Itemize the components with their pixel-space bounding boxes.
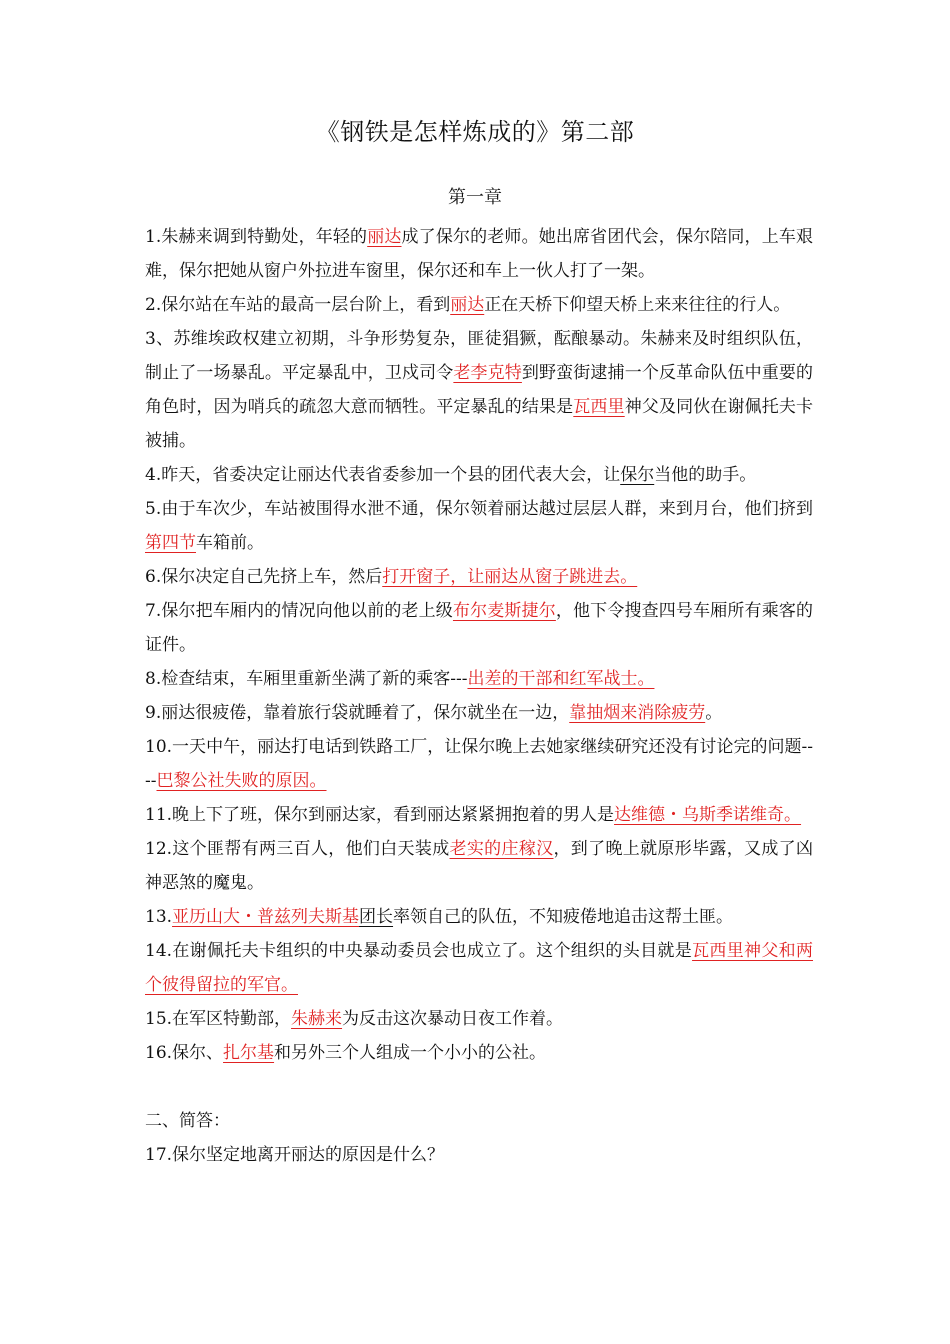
question-item bbox=[145, 832, 813, 900]
question-item bbox=[145, 798, 813, 832]
question-item bbox=[145, 696, 813, 730]
question-item bbox=[145, 288, 813, 322]
question-item bbox=[145, 662, 813, 696]
answer-text: 扎尔基 bbox=[223, 1043, 275, 1063]
question-text: ，到了晚上就原形毕露，又成了凶神恶煞的魔鬼。 bbox=[145, 839, 814, 893]
question-text: 9.丽达很疲倦，靠着旅行袋就睡着了，保尔就坐在一边， bbox=[145, 703, 570, 723]
answer-text: 丽达 bbox=[450, 295, 485, 315]
question-item bbox=[145, 1002, 813, 1036]
question-text: 6.保尔决定自己先挤上车，然后 bbox=[145, 567, 383, 587]
answer-text: 第四节 bbox=[145, 533, 196, 553]
section-heading: 二、简答： bbox=[145, 1111, 230, 1131]
question-text: 车箱前。 bbox=[196, 533, 264, 553]
answer-text: 老实的庄稼汉 bbox=[449, 839, 554, 859]
question-text: 13. bbox=[145, 907, 173, 927]
question-text: 到野蛮街逮捕一个反革命队伍中重要的角色时，因为哨兵的疏忽大意而牺牲。平定暴乱的结果是 bbox=[145, 363, 814, 417]
question-text: 10.一天中午，丽达打电话到铁路工厂，让保尔晚上去她家继续研究还没有讨论完的问题---- bbox=[145, 737, 813, 791]
question-text: 神父及同伙在谢佩托夫卡被捕。 bbox=[145, 397, 814, 451]
chapter-heading: 第一章 bbox=[448, 187, 502, 208]
question-text: 1.朱赫来调到特勤处，年轻的 bbox=[145, 227, 368, 247]
question-text: 8.检查结束，车厢里重新坐满了新的乘客--- bbox=[145, 669, 468, 689]
question-item bbox=[145, 458, 813, 492]
question-text: 7.保尔把车厢内的情况向他以前的老上级 bbox=[145, 601, 453, 621]
questions-list bbox=[145, 220, 813, 1172]
question-text: ，他下令搜查四号车厢所有乘客的证件。 bbox=[145, 601, 813, 655]
answer-text: 布尔麦斯捷尔 bbox=[452, 601, 556, 621]
question-text: 率领自己的队伍，不知疲倦地追击这帮土匪。 bbox=[393, 907, 734, 927]
question-item bbox=[145, 730, 813, 798]
question-text: 2.保尔站在车站的最高一层台阶上，看到 bbox=[145, 295, 451, 315]
question-item bbox=[145, 560, 813, 594]
underlined-text: 团长 bbox=[359, 907, 394, 927]
answer-text: 靠抽烟来消除疲劳 bbox=[569, 703, 706, 723]
question-text: 14.在谢佩托夫卡组织的中央暴动委员会也成立了。这个组织的头目就是 bbox=[145, 941, 693, 961]
question-item bbox=[145, 492, 813, 560]
question-text: 。 bbox=[705, 703, 723, 723]
answer-text: 巴黎公社失败的原因。 bbox=[156, 771, 327, 791]
question-17: 17.保尔坚定地离开丽达的原因是什么？ bbox=[145, 1145, 445, 1165]
question-text: 16.保尔、 bbox=[145, 1043, 224, 1063]
answer-text: 瓦西里神父和两个彼得留拉的军官。 bbox=[145, 941, 814, 995]
answer-text: 朱赫来 bbox=[291, 1009, 343, 1029]
question-item bbox=[145, 1036, 813, 1070]
question-text: 12.这个匪帮有两三百人，他们白天装成 bbox=[145, 839, 450, 859]
question-item bbox=[145, 594, 813, 662]
question-item bbox=[145, 322, 813, 458]
question-text: 15.在军区特勤部， bbox=[145, 1009, 292, 1029]
question-text: 成了保尔的老师。她出席省团代会，保尔陪同，上车艰难，保尔把她从窗户外拉进车窗里，保尔还和车上一伙人打了一架。 bbox=[145, 227, 814, 281]
question-text: 和另外三个人组成一个小小的公社。 bbox=[274, 1043, 547, 1063]
question-item bbox=[145, 900, 813, 934]
answer-text: 瓦西里 bbox=[573, 397, 625, 417]
answer-text: 丽达 bbox=[367, 227, 402, 247]
question-text: 4.昨天，省委决定让丽达代表省委参加一个县的团代表大会，让 bbox=[145, 465, 621, 485]
question-text: 为反击这次暴动日夜工作着。 bbox=[342, 1009, 564, 1029]
answer-text: 出差的干部和红军战士。 bbox=[467, 669, 655, 689]
question-item bbox=[145, 934, 813, 1002]
question-text: 当他的助手。 bbox=[654, 465, 757, 485]
question-text: 5.由于车次少，车站被围得水泄不通，保尔领着丽达越过层层人群，来到月台，他们挤到 bbox=[145, 499, 813, 519]
question-text: 11.晚上下了班，保尔到丽达家，看到丽达紧紧拥抱着的男人是 bbox=[145, 805, 615, 825]
question-item bbox=[145, 220, 813, 288]
document-title: 《钢铁是怎样炼成的》第二部 bbox=[315, 118, 635, 146]
answer-text: 亚历山大・普兹列夫斯基 bbox=[172, 907, 360, 927]
answer-text: 达维德・乌斯季诺维奇。 bbox=[614, 805, 802, 825]
answer-text: 老李克特 bbox=[453, 363, 522, 383]
question-text: 3、苏维埃政权建立初期，斗争形势复杂，匪徒猖獗，酝酿暴动。朱赫来及时组织队伍，制止了一场暴乱。平定暴乱中，卫戍司令 bbox=[145, 329, 813, 383]
question-text: 正在天桥下仰望天桥上来来往往的行人。 bbox=[484, 295, 791, 315]
answer-text: 打开窗子，让丽达从窗子跳进去。 bbox=[382, 567, 638, 587]
underlined-text: 保尔 bbox=[620, 465, 655, 485]
